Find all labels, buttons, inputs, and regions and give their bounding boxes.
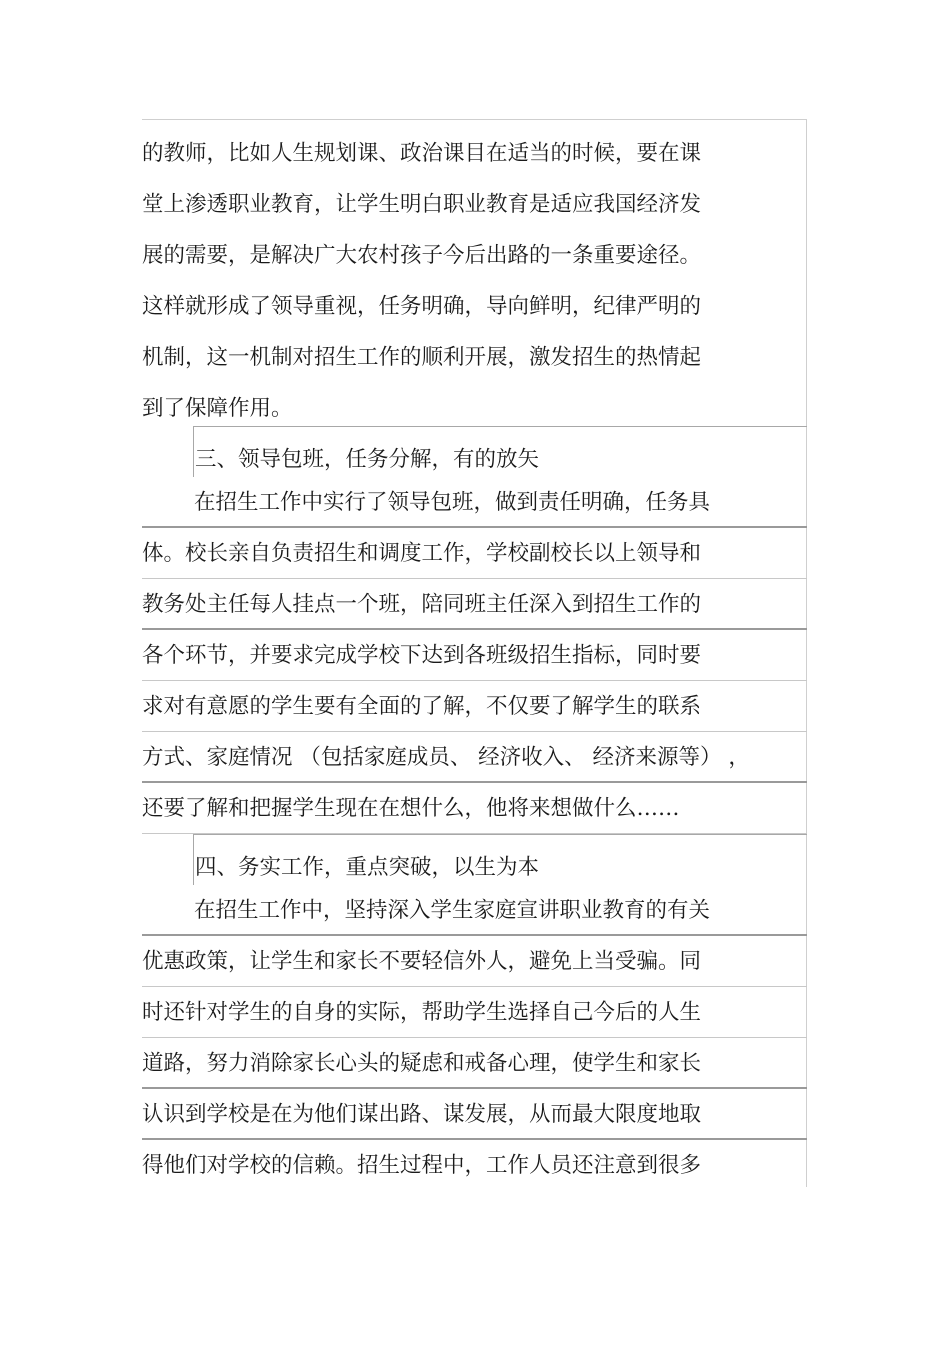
paragraph-1-line-3: 展的需要，是解决广大农村孩子今后出路的一条重要途径。 (142, 243, 702, 268)
paragraph-1-line-4: 这样就形成了领导重视，任务明确，导向鲜明，纪律严明的 (142, 294, 702, 319)
paragraph-2-line-6: 方式、家庭情况 （包括家庭成员、 经济收入、 经济来源等） ， (142, 732, 807, 783)
paragraph-2-line-7: 还要了解和把握学生现在在想什么，他将来想做什么…… (142, 783, 807, 834)
paragraph-1-line-6: 到了保障作用。 (142, 396, 293, 421)
paragraph-3-line-2: 优惠政策，让学生和家长不要轻信外人，避免上当受骗。同 (142, 936, 807, 987)
frame-top-border (142, 119, 807, 120)
section-heading-4: 四、务实工作，重点突破，以生为本 (195, 855, 540, 880)
section-heading-3: 三、领导包班，任务分解，有的放矢 (195, 447, 540, 472)
paragraph-3-line-6: 得他们对学校的信赖。招生过程中，工作人员还注意到很多 (142, 1153, 702, 1178)
paragraph-1-line-2: 堂上渗透职业教育，让学生明白职业教育是适应我国经济发 (142, 192, 702, 217)
paragraph-3-line-4: 道路，努力消除家长心头的疑虑和戒备心理，使学生和家长 (142, 1038, 807, 1089)
paragraph-1-line-1: 的教师，比如人生规划课、政治课目在适当的时候，要在课 (142, 141, 702, 166)
paragraph-2-line-1: 在招生工作中实行了领导包班，做到责任明确，任务具 (142, 477, 807, 528)
paragraph-2-line-4: 各个环节，并要求完成学校下达到各班级招生指标，同时要 (142, 630, 807, 681)
paragraph-1-line-5: 机制，这一机制对招生工作的顺利开展，激发招生的热情起 (142, 345, 702, 370)
paragraph-2-line-2: 体。校长亲自负责招生和调度工作，学校副校长以上领导和 (142, 528, 807, 579)
paragraph-2-line-3: 教务处主任每人挂点一个班，陪同班主任深入到招生工作的 (142, 579, 807, 630)
paragraph-3-line-5: 认识到学校是在为他们谋出路、谋发展，从而最大限度地取 (142, 1089, 807, 1140)
paragraph-2-line-5: 求对有意愿的学生要有全面的了解，不仅要了解学生的联系 (142, 681, 807, 732)
paragraph-3-line-3: 时还针对学生的自身的实际，帮助学生选择自己今后的人生 (142, 987, 807, 1038)
paragraph-3-line-1: 在招生工作中，坚持深入学生家庭宣讲职业教育的有关 (142, 885, 807, 936)
